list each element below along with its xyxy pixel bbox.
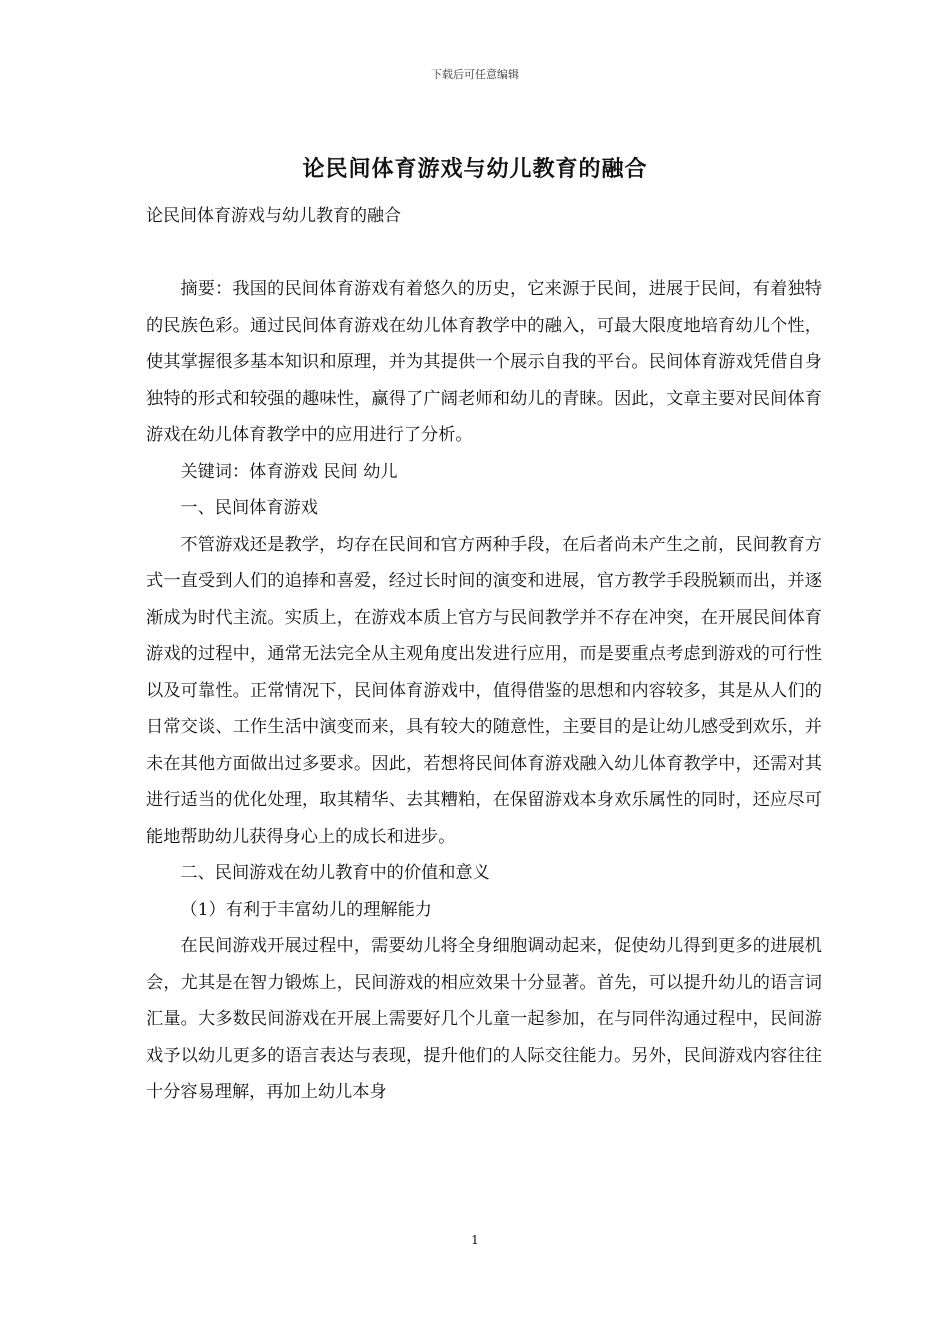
- section-heading-2: 二、民间游戏在幼儿教育中的价值和意义: [180, 863, 490, 883]
- keywords-line: 关键词：体育游戏 民间 幼儿: [180, 461, 398, 482]
- section-1-paragraph: 不管游戏还是教学，均存在民间和官方两种手段，在后者尚未产生之前，民间教育方式一直受到人们的追捧和喜爱，经过长时间的演变和进展，官方教学手段脱颖而出，并逐渐成为时代主流。实质上，在游戏本质上官方与民间教学并不存在冲突，在开展民间体育游戏的过程中，通常无法完全从主观角度出发进行应用，而是要重点考虑到游戏的可行性以及可靠性。正常情况下，民间体育游戏中，值得借鉴的思想和内容较多，其是从人们的日常交谈、工作生活中演变而来，具有较大的随意性，主要目的是让幼儿感受到欢乐，并未在其他方面做出过多要求。因此，若想将民间体育游戏融入幼儿体育教学中，还需对其进行适当的优化处理，取其精华、去其糟粕，在保留游戏本身欢乐属性的同时，还应尽可能地帮助幼儿获得身心上的成长和进步。: [146, 534, 822, 847]
- subsection-heading-1: （1）有利于丰富幼儿的理解能力: [180, 899, 432, 920]
- subsection-1-paragraph: 在民间游戏开展过程中，需要幼儿将全身细胞调动起来，促使幼儿得到更多的进展机会，尤其是在智力锻炼上，民间游戏的相应效果十分显著。首先，可以提升幼儿的语言词汇量。大多数民间游戏在开展上需要好几个儿童一起参加，在与同伴沟通过程中，民间游戏予以幼儿更多的语言表达与表现，提升他们的人际交往能力。另外，民间游戏内容往往十分容易理解，再加上幼儿本身: [146, 936, 822, 1102]
- abstract-paragraph: 摘要：我国的民间体育游戏有着悠久的历史，它来源于民间，进展于民间，有着独特的民族色彩。通过民间体育游戏在幼儿体育教学中的融入，可最大限度地培育幼儿个性，使其掌握很多基本知识和原理，并为其提供一个展示自我的平台。民间体育游戏凭借自身独特的形式和较强的趣味性，赢得了广阔老师和幼儿的青睐。因此，文章主要对民间体育游戏在幼儿体育教学中的应用进行了分析。: [146, 279, 822, 445]
- header-note: 下载后可任意编辑: [431, 68, 519, 81]
- section-heading-1: 一、民间体育游戏: [180, 498, 318, 518]
- page-number: 1: [471, 1233, 479, 1247]
- document-title: 论民间体育游戏与幼儿教育的融合: [302, 156, 648, 182]
- document-body: [146, 271, 822, 1111]
- document-subtitle: 论民间体育游戏与幼儿教育的融合: [146, 206, 401, 226]
